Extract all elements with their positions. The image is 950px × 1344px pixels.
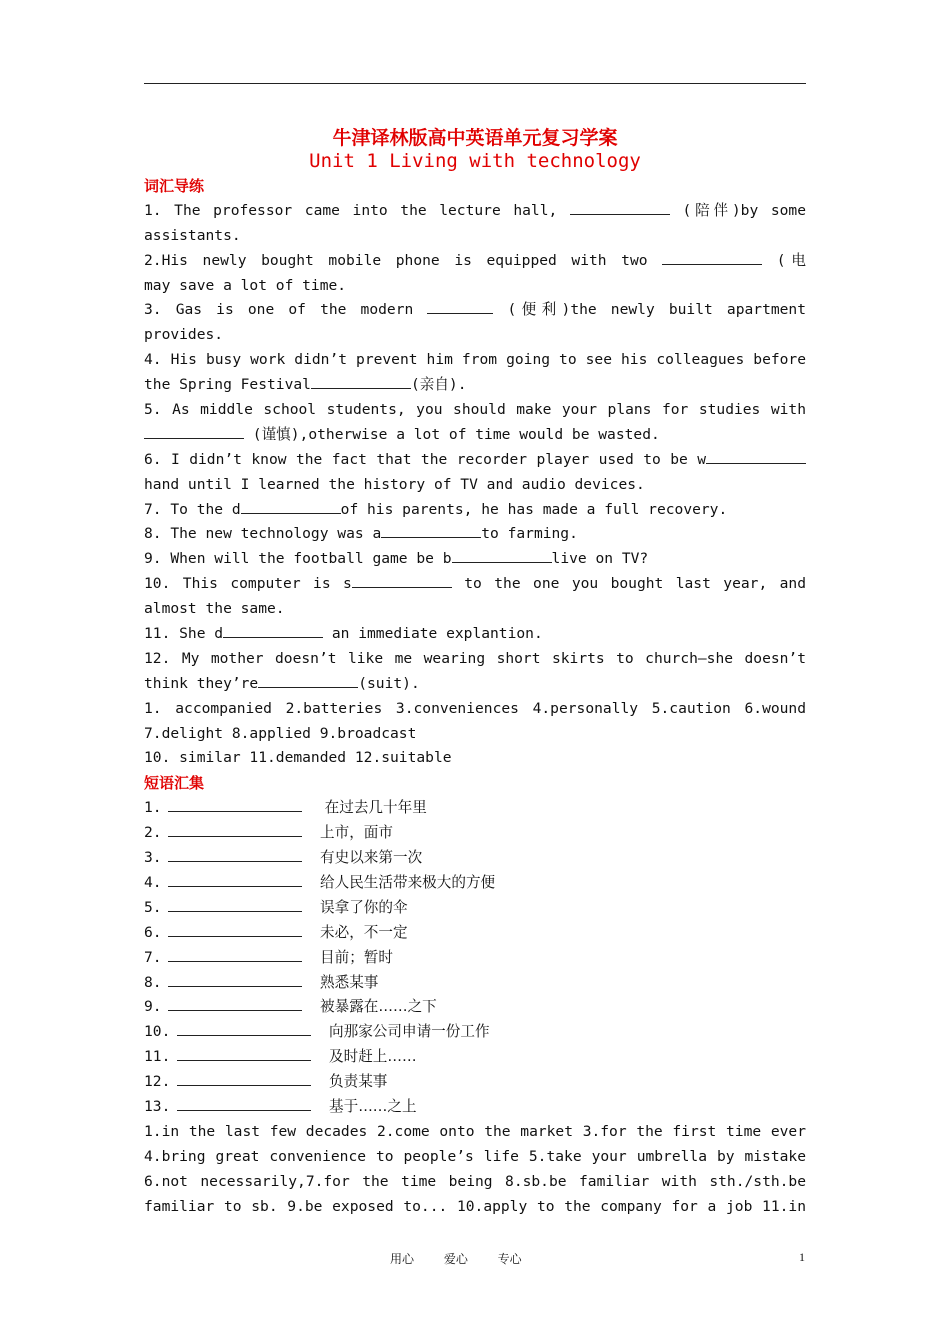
vocab-line <box>144 323 806 348</box>
header-rule <box>144 83 806 84</box>
vocab-heading: 词汇导练 <box>144 177 205 195</box>
phrase-item <box>144 1045 806 1070</box>
vocab-line-text: the Spring Festival <box>144 376 311 394</box>
phrase-number: 10. <box>144 1023 171 1041</box>
phrase-number: 2. <box>144 824 162 842</box>
answer-blank[interactable] <box>168 922 302 937</box>
vocab-line-text: (suit). <box>358 674 420 692</box>
answer-blank[interactable] <box>177 1021 311 1036</box>
vocab-line-text: 8. The new technology was a <box>144 525 382 543</box>
vocab-line <box>144 647 806 672</box>
answer-blank[interactable] <box>311 373 411 389</box>
vocab-line-text: (谨慎),otherwise a lot of time would be wasted. <box>244 425 660 443</box>
vocab-line <box>144 249 806 274</box>
vocab-line-text: almost the same. <box>144 600 285 618</box>
answer-blank[interactable] <box>452 547 552 563</box>
phrase-chinese: 基于……之上 <box>329 1097 417 1115</box>
page-number: 1 <box>799 1250 805 1264</box>
vocab-line-text: to the one you bought last year, and <box>464 575 806 593</box>
answer-blank[interactable] <box>168 797 302 812</box>
vocab-line-text: 10. This computer is s <box>144 575 352 593</box>
vocab-line <box>144 622 806 647</box>
phrase-chinese: 给人民生活带来极大的方便 <box>320 873 496 891</box>
vocab-line-text: 11. She d <box>144 625 224 643</box>
answer-blank[interactable] <box>168 872 302 887</box>
phrase-list <box>144 796 806 1120</box>
answer-line: 10. similar 11.demanded 12.suitable <box>144 749 452 767</box>
phrase-number: 4. <box>144 873 162 891</box>
answer-line: 1. accompanied 2.batteries 3.conveniences 4.personally 5.caution 6.wound <box>144 699 806 717</box>
answer-blank[interactable] <box>177 1096 311 1111</box>
answer-line: 4.bring great convenience to people’s life 5.take your umbrella by mistake <box>144 1147 806 1165</box>
answer-blank[interactable] <box>241 498 341 514</box>
answer-blank[interactable] <box>662 249 762 265</box>
phrase-chinese: 负责某事 <box>329 1073 388 1091</box>
answer-blank[interactable] <box>168 947 302 962</box>
vocab-line <box>144 199 806 224</box>
phrase-chinese: 目前；暂时 <box>320 948 393 966</box>
phrase-item <box>144 995 806 1020</box>
vocab-line <box>144 498 806 523</box>
phrase-chinese: 熟悉某事 <box>320 973 379 991</box>
answer-blank[interactable] <box>177 1046 311 1061</box>
vocab-line-text: 1. The professor came into the lecture hall, <box>144 201 570 219</box>
vocab-line <box>144 448 806 473</box>
vocab-line-text: (亲自). <box>410 376 467 394</box>
vocab-line-text: live on TV? <box>551 550 649 568</box>
phrase-item <box>144 1020 806 1045</box>
answer-line: 7.delight 8.applied 9.broadcast <box>144 724 417 742</box>
answer-blank[interactable] <box>381 522 481 538</box>
vocab-line-text: (便利)the newly built apartment <box>507 301 806 319</box>
answer-blank[interactable] <box>258 672 358 688</box>
vocab-line-text: provides. <box>144 326 224 344</box>
vocab-line-text: 6. I didn’t know the fact that the recorder player used to be w <box>144 450 706 468</box>
vocab-line <box>144 373 806 398</box>
vocab-line <box>144 522 806 547</box>
vocab-line <box>144 398 806 423</box>
answer-line: 1.in the last few decades 2.come onto the market 3.for the first time ever <box>144 1122 806 1140</box>
vocab-line-text: 12. My mother doesn’t like me wearing short skirts to church—she doesn’t <box>144 649 806 667</box>
vocab-line-text: may save a lot of time. <box>144 276 347 294</box>
vocab-line-text: an immediate explantion. <box>323 625 543 643</box>
phrase-answers <box>144 1120 806 1220</box>
phrase-item <box>144 971 806 996</box>
answer-blank[interactable] <box>168 972 302 987</box>
vocab-line-text: 2.His newly bought mobile phone is equipped with two <box>144 251 663 269</box>
answer-line: 6.not necessarily,7.for the time being 8.sb.be familiar with sth./sth.be <box>144 1172 806 1190</box>
answer-blank[interactable] <box>223 622 323 638</box>
phrase-item <box>144 821 806 846</box>
vocab-line-text: of his parents, he has made a full recovery. <box>340 500 728 518</box>
answer-blank[interactable] <box>706 448 806 464</box>
document-body <box>144 174 806 1219</box>
vocab-answers <box>144 697 806 772</box>
answer-blank[interactable] <box>168 897 302 912</box>
vocab-line-text: to farming. <box>481 525 578 543</box>
phrase-item <box>144 1070 806 1095</box>
vocab-line <box>144 572 806 597</box>
vocab-line-text: 3. Gas is one of the modern <box>144 301 428 319</box>
vocab-line <box>144 473 806 498</box>
phrase-number: 9. <box>144 998 162 1016</box>
vocab-line-text: hand until I learned the history of TV and audio devices. <box>144 475 645 493</box>
vocab-line <box>144 274 806 299</box>
answer-blank[interactable] <box>570 199 670 215</box>
vocab-line <box>144 423 806 448</box>
footer-motto: 用心 爱心 专心 <box>390 1252 522 1266</box>
vocab-line-text: assistants. <box>144 226 241 244</box>
phrase-number: 11. <box>144 1048 171 1066</box>
phrase-item <box>144 946 806 971</box>
phrase-item <box>144 921 806 946</box>
phrase-number: 3. <box>144 849 162 867</box>
phrase-number: 6. <box>144 923 162 941</box>
document-subtitle: Unit 1 Living with technology <box>309 150 641 172</box>
phrase-item <box>144 896 806 921</box>
phrase-number: 7. <box>144 948 162 966</box>
answer-blank[interactable] <box>427 298 493 314</box>
answer-blank[interactable] <box>177 1071 311 1086</box>
vocab-line-text: (电 <box>776 251 806 269</box>
document-title: 牛津译林版高中英语单元复习学案 <box>332 127 618 149</box>
phrase-number: 1. <box>144 799 162 817</box>
vocab-line-text: 4. His busy work didn’t prevent him from going to see his colleagues before <box>144 351 806 369</box>
answer-blank[interactable] <box>352 572 452 588</box>
answer-blank[interactable] <box>168 996 302 1011</box>
phrase-chinese: 向那家公司申请一份工作 <box>329 1023 490 1041</box>
vocab-line-text: 9. When will the football game be b <box>144 550 452 568</box>
phrase-number: 5. <box>144 898 162 916</box>
vocab-line <box>144 547 806 572</box>
phrase-chinese: 未必，不一定 <box>320 923 408 941</box>
phrase-item <box>144 1095 806 1120</box>
vocab-line-text: 7. To the d <box>144 500 241 518</box>
phrase-item <box>144 871 806 896</box>
answer-blank[interactable] <box>168 822 302 837</box>
vocab-line <box>144 224 806 249</box>
phrases-heading: 短语汇集 <box>144 774 205 793</box>
phrase-chinese: 在过去几十年里 <box>320 799 427 817</box>
answer-blank[interactable] <box>144 423 244 439</box>
phrase-chinese: 有史以来第一次 <box>320 849 423 867</box>
phrase-item <box>144 796 806 821</box>
vocab-line <box>144 672 806 697</box>
vocab-line-text: think they’re <box>144 674 259 692</box>
phrase-chinese: 及时赶上…… <box>329 1048 417 1066</box>
vocab-line-text: 5. As middle school students, you should make your plans for studies with <box>144 401 806 419</box>
vocab-line-text: (陪伴)by some <box>669 201 806 219</box>
phrase-number: 12. <box>144 1073 171 1091</box>
vocab-line <box>144 348 806 373</box>
phrase-item <box>144 846 806 871</box>
vocab-line <box>144 597 806 622</box>
answer-blank[interactable] <box>168 847 302 862</box>
answer-line: familiar to sb. 9.be exposed to... 10.apply to the company for a job 11.in <box>144 1197 806 1215</box>
vocab-line <box>144 298 806 323</box>
phrase-chinese: 上市，面市 <box>320 824 393 842</box>
phrase-chinese: 误拿了你的伞 <box>320 898 408 916</box>
vocab-exercises <box>144 199 806 697</box>
phrase-number: 8. <box>144 973 162 991</box>
phrase-chinese: 被暴露在……之下 <box>320 998 437 1016</box>
phrase-number: 13. <box>144 1097 171 1115</box>
